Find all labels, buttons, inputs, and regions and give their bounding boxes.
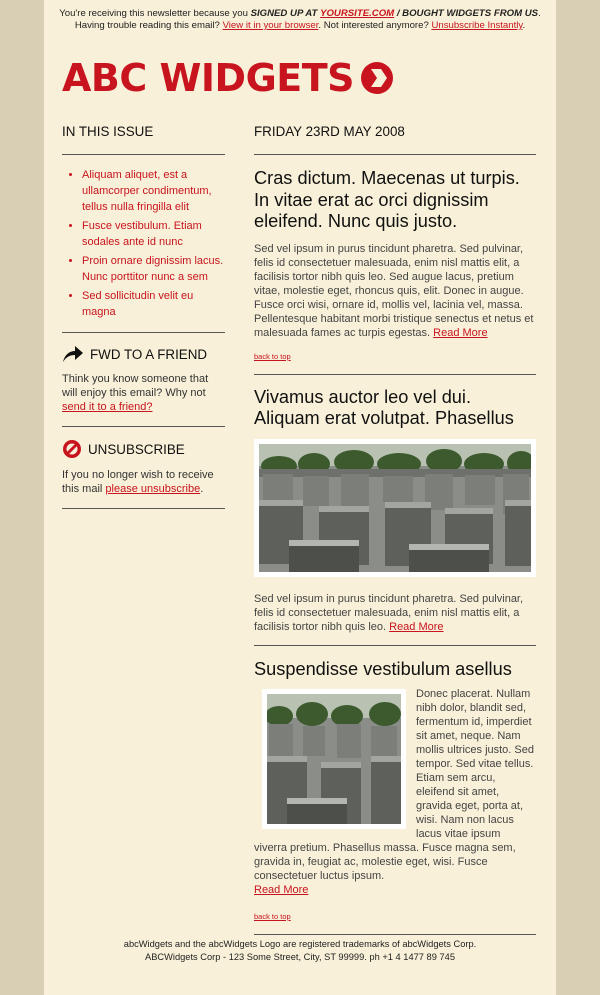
- divider: [62, 154, 225, 155]
- no-entry-icon: [62, 439, 82, 459]
- article-body: Sed vel ipsum in purus tincidunt pharetra. Sed pulvinar, felis id consectetuer malesuada, enim nisl mattis elit, a facilisis tortor nibh quis leo. Read More: [254, 592, 524, 633]
- article-image: [254, 439, 536, 577]
- divider: [62, 332, 225, 333]
- read-more-link[interactable]: Read More: [254, 884, 309, 896]
- article-title: Cras dictum. Maecenas ut turpis. In vitae erat ac orci dignissim eleifend. Nunc quis justo.: [254, 168, 520, 231]
- preheader-mid-text: . Not interested anymore?: [318, 20, 429, 31]
- article-3: [254, 659, 536, 925]
- article-body: Donec placerat. Nullam nibh dolor, blandit sed, fermentum id, imperdiet sit amet, neque. Nam mollis ultrices justo. Sed tempor. Sed vitae tellus. Etiam sem arcu, eleifend sit amet, gravida eget, porta at, wisi. Nam non lacus lacus vitae ipsum viverra pretium. Phasellus massa. Fusce magna sem, gravida in, feugiat ac, molestie eget, wisi. Fusce consectetuer luctus ipsum. Read More: [254, 688, 534, 896]
- trademark-text: abcWidgets and the abcWidgets Logo are registered trademarks of abcWidgets Corp.: [123, 939, 477, 949]
- issue-list: [62, 167, 225, 320]
- send-to-friend-link[interactable]: send it to a friend?: [62, 401, 153, 413]
- divider: [254, 645, 536, 646]
- issue-item[interactable]: • Fusce vestibulum. Etiam sodales ante id nunc: [82, 218, 225, 250]
- article-title: Suspendisse vestibulum asellus: [254, 658, 512, 679]
- article-title: Vivamus auctor leo vel dui. Aliquam erat volutpat. Phasellus: [254, 386, 514, 428]
- chevron-right-circle-icon: [360, 61, 394, 95]
- view-in-browser-link[interactable]: View it in your browser: [222, 20, 319, 31]
- logo-text: ABC WIDGETS: [62, 56, 355, 100]
- newsletter-page: [44, 0, 556, 995]
- in-this-issue-heading: IN THIS ISSUE: [62, 124, 154, 139]
- unsubscribe-text: If you no longer wish to receive this mail please unsubscribe.: [62, 469, 214, 495]
- address-text: ABCWidgets Corp - 123 Some Street, City, ST 99999. ph +1 4 1477 89 745: [145, 952, 455, 962]
- article-body: Sed vel ipsum in purus tincidunt pharetra. Sed pulvinar, felis id consectetuer malesuada, enim nisl mattis elit, a facilisis tortor nibh quis leo. Sed augue lacus, pretium vitae, molestie eget, rhoncus quis, elit. Donec in augue. Fusce orci wisi, ornare id, mollis vel, lacinia vel, massa. Pellentesque habitant morbi tristique senectus et netus et malesuada fames ac turpis egestas. Read More: [254, 242, 534, 339]
- issue-item[interactable]: • Sed sollicitudin velit eu magna: [82, 288, 225, 320]
- divider: [62, 426, 225, 427]
- issue-date: FRIDAY 23RD MAY 2008: [254, 124, 405, 139]
- divider: [254, 154, 536, 155]
- divider: [62, 508, 225, 509]
- preheader-text: You're receiving this newsletter because you: [59, 8, 248, 19]
- issue-item[interactable]: • Proin ornare dignissim lacus. Nunc porttitor nunc a sem: [82, 253, 225, 285]
- unsubscribe-instantly-link[interactable]: Unsubscribe Instantly: [431, 20, 523, 31]
- back-to-top-link[interactable]: back to top: [254, 912, 291, 921]
- forward-arrow-icon: [62, 345, 84, 363]
- unsubscribe-heading: UNSUBSCRIBE: [62, 436, 225, 462]
- fwd-text: Think you know someone that will enjoy this email? Why not send it to a friend?: [62, 373, 209, 413]
- article-1: [254, 168, 536, 364]
- preheader-text-2: Having trouble reading this email?: [74, 20, 220, 31]
- article-thumbnail: [262, 689, 406, 829]
- site-link[interactable]: YOURSITE.COM: [320, 8, 395, 19]
- issue-item[interactable]: • Aliquam aliquet, est a ullamcorper condimentum, tellus nulla fringilla elit: [82, 167, 225, 215]
- memorial-photo: [259, 444, 531, 572]
- main-content: [254, 124, 536, 935]
- read-more-link[interactable]: Read More: [389, 620, 444, 633]
- divider: [254, 934, 536, 935]
- preheader-bold: SIGNED UP AT: [250, 8, 318, 19]
- sidebar: [62, 124, 225, 509]
- preheader-bold-2: / BOUGHT WIDGETS FROM US: [396, 8, 539, 19]
- please-unsubscribe-link[interactable]: please unsubscribe: [105, 483, 201, 495]
- logo[interactable]: [62, 56, 394, 100]
- preheader: You're receiving this newsletter because you SIGNED UP AT YOURSITE.COM / BOUGHT WIDGETS FROM US. Having trouble reading this email? View it in your browser. Not interested anymore? Unsubscribe Instantly.: [59, 8, 541, 31]
- footer: [44, 938, 556, 964]
- divider: [254, 374, 536, 375]
- fwd-to-friend-heading: FWD TO A FRIEND: [62, 341, 225, 367]
- read-more-link[interactable]: Read More: [433, 326, 488, 339]
- back-to-top-link[interactable]: back to top: [254, 351, 291, 361]
- memorial-photo-thumb: [267, 694, 401, 824]
- article-2: [254, 387, 536, 634]
